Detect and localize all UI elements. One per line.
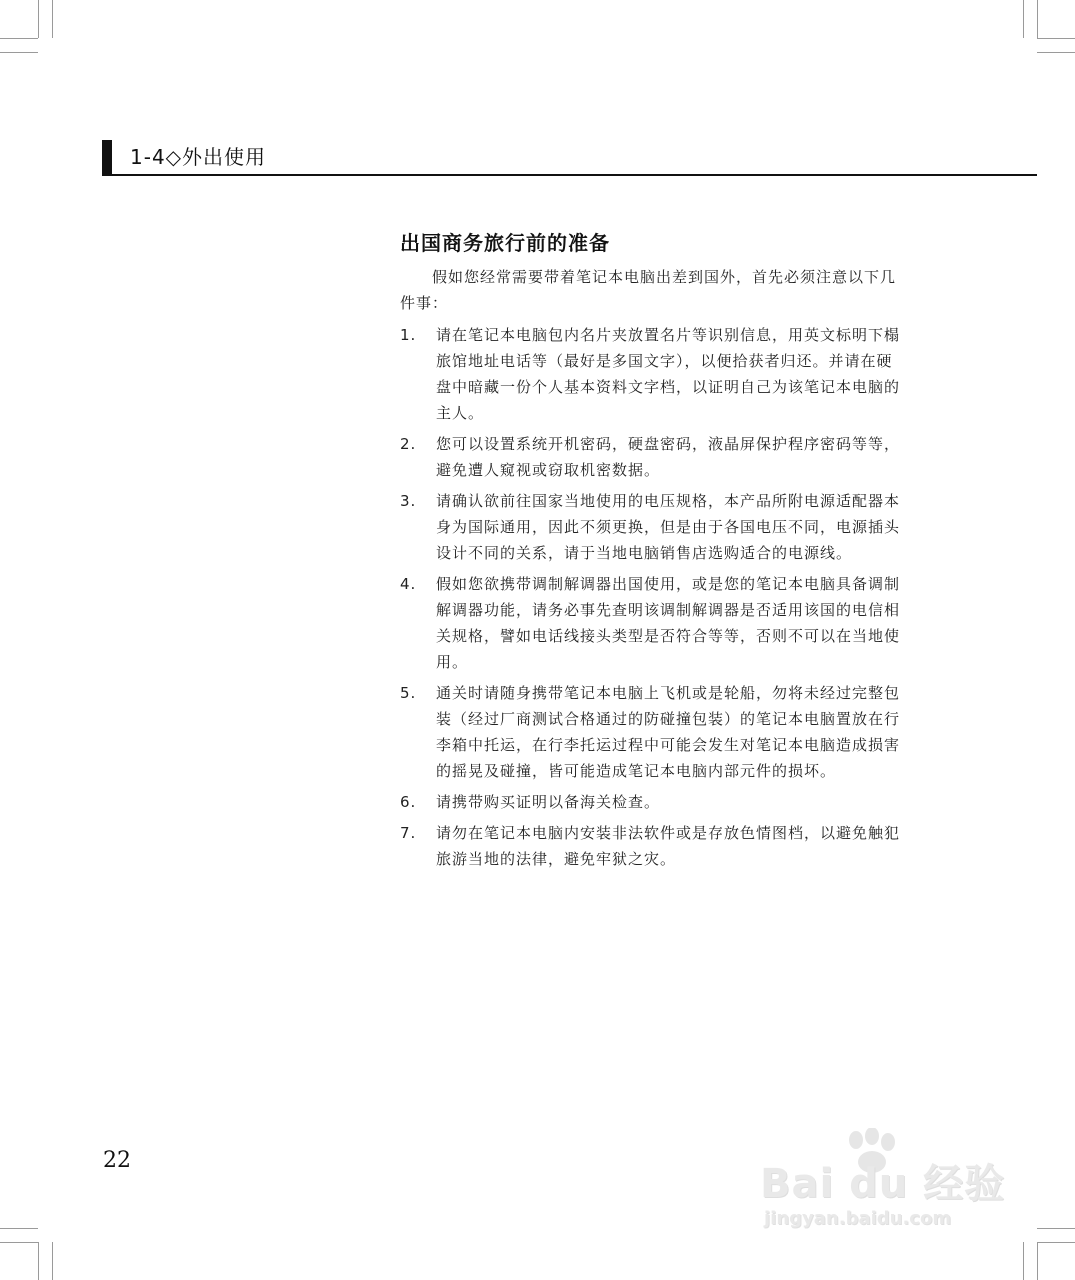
header-rule xyxy=(102,174,1037,176)
item-text: 您可以设置系统开机密码，硬盘密码，液晶屏保护程序密码等等，避免遭人窥视或窃取机密数据。 xyxy=(436,435,901,479)
list-item xyxy=(400,820,900,872)
crop-mark xyxy=(0,52,38,53)
list-item xyxy=(400,789,900,815)
crop-mark xyxy=(0,38,38,39)
section-title: 出国商务旅行前的准备 xyxy=(400,231,610,255)
header-bar xyxy=(102,140,112,176)
chapter-title: 1-4◇外出使用 xyxy=(130,145,267,169)
item-text: 请确认欲前往国家当地使用的电压规格，本产品所附电源适配器本身为国际通用，因此不须更换，但是由于各国电压不同，电源插头设计不同的关系，请于当地电脑销售店选购适合的电源线。 xyxy=(436,492,901,562)
crop-mark xyxy=(1037,1242,1075,1243)
crop-mark xyxy=(38,1242,39,1280)
crop-mark xyxy=(0,1242,38,1243)
crop-mark xyxy=(1037,52,1075,53)
crop-mark xyxy=(1023,1242,1024,1280)
intro-paragraph: 假如您经常需要带着笔记本电脑出差到国外，首先必须注意以下几件事： xyxy=(400,268,897,312)
list-item xyxy=(400,322,900,426)
item-number: 3. xyxy=(400,492,417,510)
list-item xyxy=(400,571,900,675)
item-number: 5. xyxy=(400,684,417,702)
list-item xyxy=(400,680,900,784)
crop-mark xyxy=(1037,1228,1075,1229)
item-text: 假如您欲携带调制解调器出国使用，或是您的笔记本电脑具备调制解调器功能，请务必事先查明该调制解调器是否适用该国的电信相关规格，譬如电话线接头类型是否符合等等，否则不可以在当地使用。 xyxy=(436,575,901,671)
crop-mark xyxy=(1037,1242,1038,1280)
item-text: 请在笔记本电脑包内名片夹放置名片等识别信息，用英文标明下榻旅馆地址电话等（最好是多国文字），以便拾获者归还。并请在硬盘中暗藏一份个人基本资料文字档，以证明自己为该笔记本电脑的主人。 xyxy=(436,326,901,422)
crop-mark xyxy=(1037,38,1075,39)
crop-mark xyxy=(38,0,39,38)
item-number: 7. xyxy=(400,824,417,842)
watermark-url: jingyan.baidu.com xyxy=(764,1208,952,1229)
item-number: 2. xyxy=(400,435,417,453)
item-text: 请勿在笔记本电脑内安装非法软件或是存放色情图档，以避免触犯旅游当地的法律，避免牢狱之灾。 xyxy=(436,824,901,868)
crop-mark xyxy=(1037,0,1038,38)
item-number: 1. xyxy=(400,326,417,344)
item-number: 6. xyxy=(400,793,417,811)
list-item xyxy=(400,488,900,566)
item-text: 请携带购买证明以备海关检查。 xyxy=(436,793,661,811)
item-text: 通关时请随身携带笔记本电脑上飞机或是轮船，勿将未经过完整包装（经过厂商测试合格通过的防碰撞包装）的笔记本电脑置放在行李箱中托运，在行李托运过程中可能会发生对笔记本电脑造成损害的摇晃及碰撞，皆可能造成笔记本电脑内部元件的损坏。 xyxy=(436,684,901,780)
crop-mark xyxy=(0,1228,38,1229)
main-content xyxy=(400,228,900,877)
list-item xyxy=(400,431,900,483)
crop-mark xyxy=(52,0,53,38)
baidu-watermark xyxy=(760,1128,1020,1240)
checklist xyxy=(400,322,900,872)
page-number: 22 xyxy=(103,1148,131,1173)
crop-mark xyxy=(1023,0,1024,38)
item-number: 4. xyxy=(400,575,417,593)
crop-mark xyxy=(52,1242,53,1280)
watermark-brand: Bai du 经验 xyxy=(760,1161,1006,1207)
